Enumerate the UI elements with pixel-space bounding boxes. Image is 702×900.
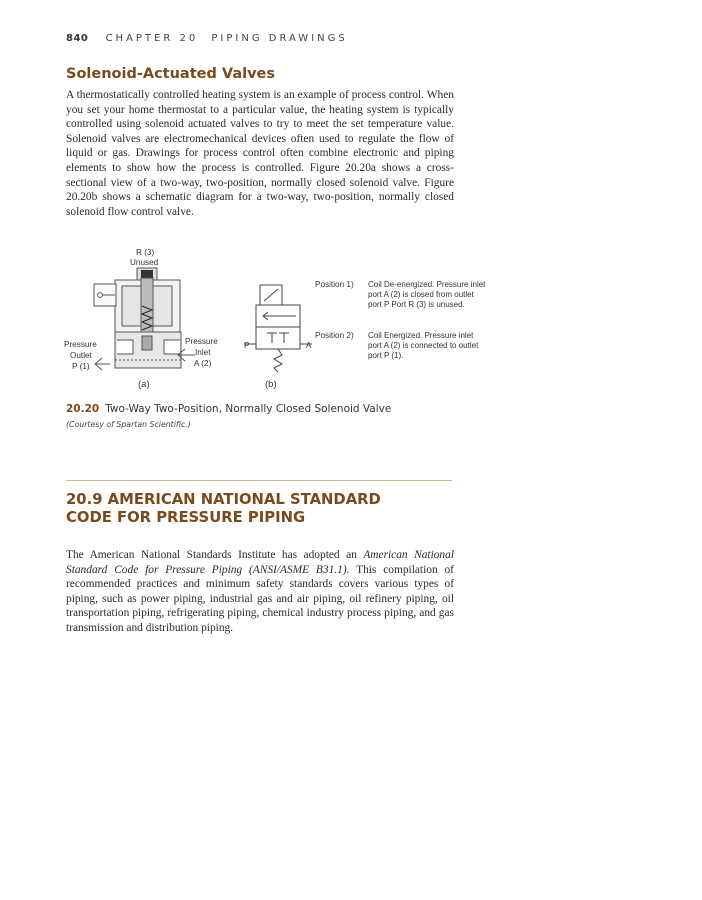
label-port-a: A [306, 341, 312, 350]
position-1-label: Position 1) [315, 280, 354, 289]
figure-caption-text: Two-Way Two-Position, Normally Closed Solenoid Valve [105, 403, 392, 415]
label-outlet-1: Pressure [64, 340, 97, 349]
label-outlet-3: P (1) [72, 362, 90, 371]
figure-number: 20.20 [66, 403, 100, 415]
label-inlet-1: Pressure [185, 337, 218, 346]
section-heading-line-1: 20.9 AMERICAN NATIONAL STANDARD [66, 491, 381, 508]
position-2-label: Position 2) [315, 331, 354, 340]
position-1-description: Coil De-energized. Pressure inlet port A (2) is closed from outlet port P Port R (3) is unused. [368, 280, 486, 309]
figure-credit: (Courtesy of Spartan Scientific.) [66, 420, 191, 429]
chapter-title: PIPING DRAWINGS [211, 33, 348, 44]
label-r-port: R (3) [136, 248, 155, 257]
chapter-label: CHAPTER 20 [105, 33, 199, 44]
label-outlet-2: Outlet [70, 351, 92, 360]
valve-cross-section [94, 268, 195, 370]
sublabel-a: (a) [138, 379, 150, 390]
valve-diagram [60, 240, 490, 395]
label-inlet-2: Inlet [195, 348, 211, 357]
position-2-description: Coil Energized. Pressure inlet port A (2) is connected to outlet port P (1). [368, 331, 479, 360]
running-header [66, 33, 348, 44]
label-inlet-3: A (2) [194, 359, 212, 368]
section-divider [66, 480, 452, 481]
page-number: 840 [66, 33, 89, 44]
label-port-p: P [244, 341, 250, 350]
body-paragraph-solenoid: A thermostatically controlled heating system is an example of process control. When you set your home thermostat to a particular value, the heating system is typically controlled using solenoid actuated valves to try to meet the set temperature value. Solenoid valves are electromechanical devices often used to regulate the flow of liquid or gas. Drawings for process control often combine electronic and piping elements to show how the process is controlled. Figure 20.20a shows a cross-sectional view of a two-way, two-position, normally closed solenoid valve. Figure 20.20b shows a schematic diagram for a two-way, two-position, normally closed solenoid flow control valve. [66, 89, 454, 218]
section-heading-line-2: CODE FOR PRESSURE PIPING [66, 509, 306, 526]
sublabel-b: (b) [265, 379, 277, 390]
label-r-unused: Unused [130, 258, 159, 267]
ansi-code-title: American National Standard Code for Pressure Piping (ANSI/ASME B31.1). [66, 549, 454, 576]
valve-schematic [244, 285, 312, 372]
ansi-text-start: The American National Standards Institute has adopted an [66, 549, 364, 561]
figure-caption [66, 403, 391, 415]
ansi-text-end: This compilation of recommended practices and minimum safety standards covers various types of piping, such as power piping, industrial gas and air piping, oil refinery piping, oil transportation piping, refrigerating piping, chemical industry process piping, and gas transmission and distribution piping. [66, 563, 454, 634]
section-title: Solenoid-Actuated Valves [66, 66, 276, 82]
figure-20-20 [60, 240, 490, 395]
body-paragraph-ansi [66, 548, 454, 636]
